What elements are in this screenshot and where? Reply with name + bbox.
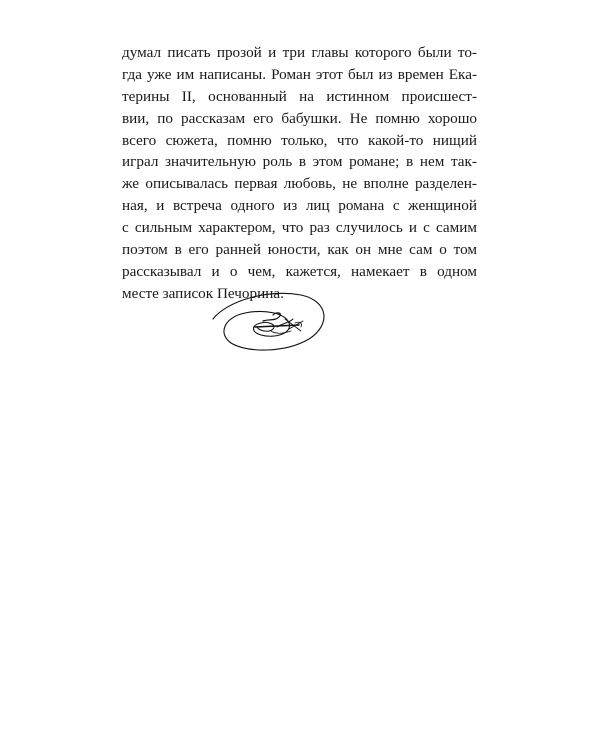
text-line: ная, и встреча одного из лиц романа с женщиной [122,197,477,215]
text-line: вии, по рассказам его бабушки. Не помню хорошо [122,109,477,127]
text-line: поэтом в его ранней юности, как он мне сам о том [122,241,477,259]
text-line-final: месте записок Печорина. [122,284,284,302]
text-line: играл значительную роль в этом романе; в нем так- [122,153,477,171]
text-line: гда уже им написаны. Роман этот был из времен Ека- [122,65,477,83]
body-paragraph [122,42,477,305]
text-line: всего сюжета, помню только, что какой-то нищий [122,131,477,149]
text-line: терины II, основанный на истинном происшест- [122,87,477,105]
signature-flourish-icon [205,283,335,363]
text-line: думал писать прозой и три главы которого были то- [122,44,477,61]
text-line: же описывалась первая любовь, не вполне разделен- [122,175,477,193]
text-line: рассказывал и о чем, кажется, намекает в одном [122,262,477,280]
text-line: с сильным характером, что раз случилось и с самим [122,219,477,237]
